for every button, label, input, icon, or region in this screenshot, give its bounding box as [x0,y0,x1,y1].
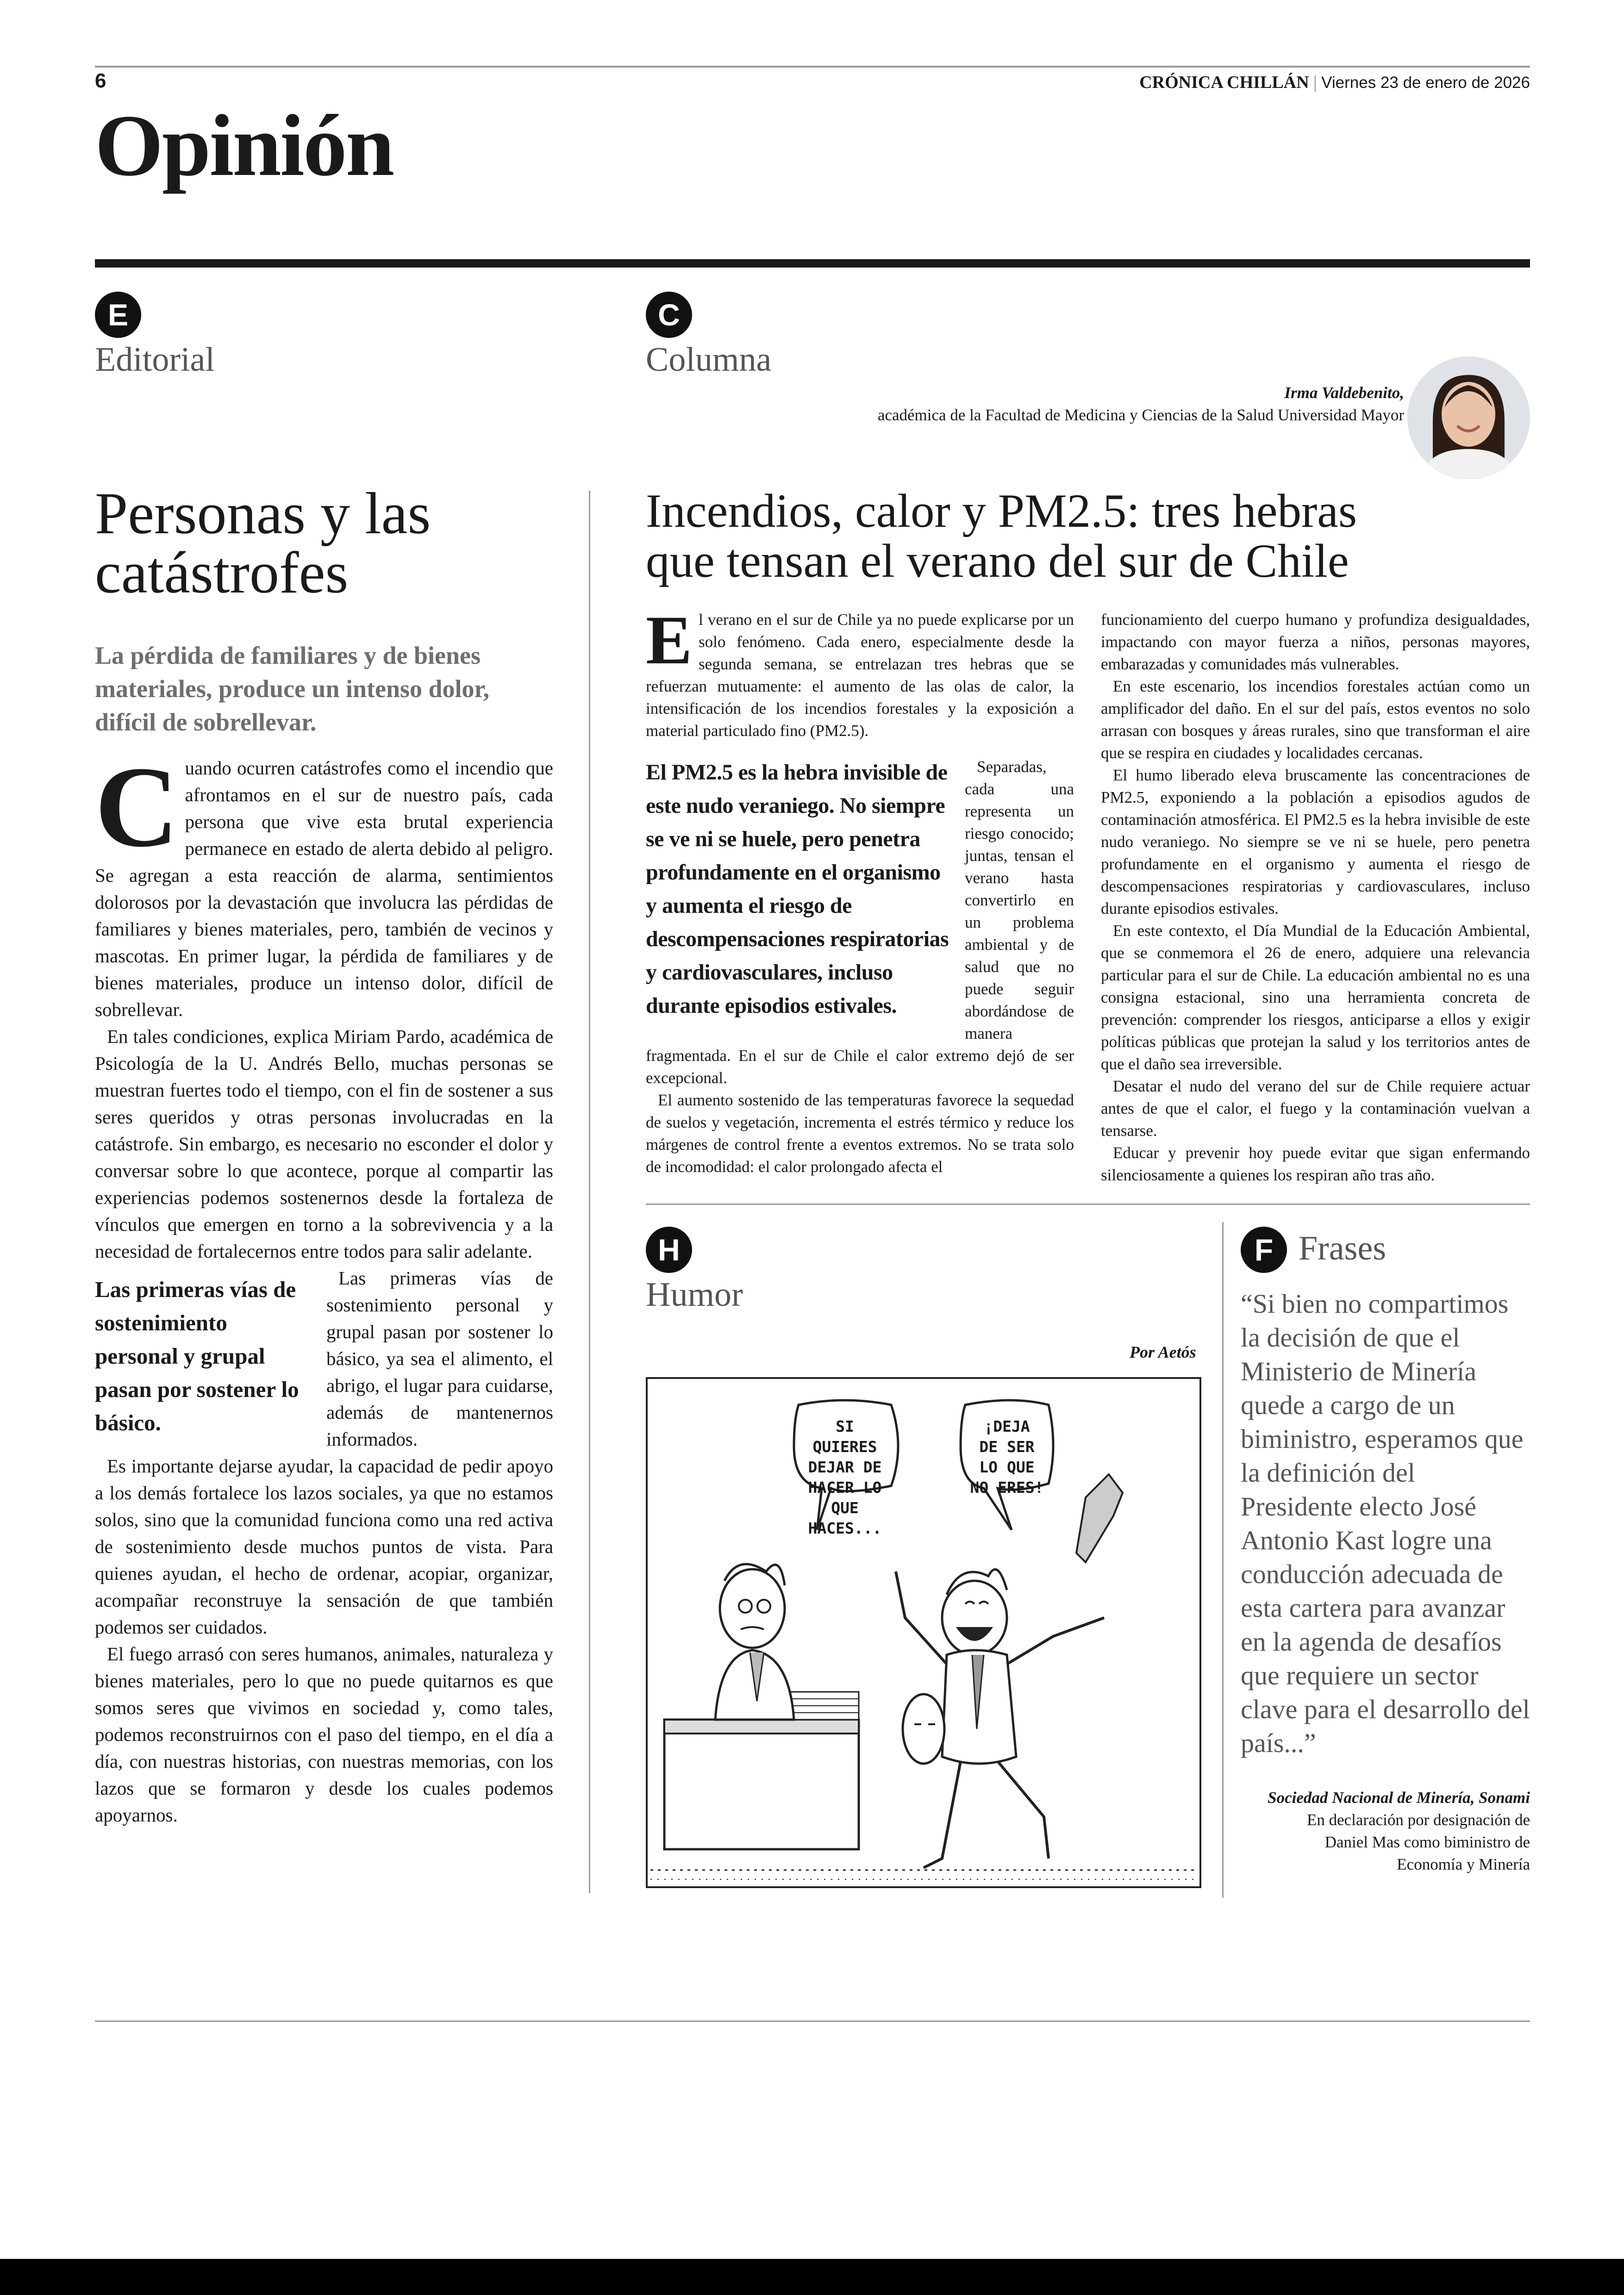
editorial-label: Editorial [95,341,215,379]
publication-name: CRÓNICA CHILLÁN [1139,73,1309,92]
editorial-paragraph: Es importante dejarse ayudar, la capacidad de pedir apoyo a los demás fortalece los lazos sociales, ya que no estamos solos, sino que la comunidad funciona como una red activa de sostenimiento desde muchos puntos de vista. Para quienes ayudan, el hecho de ordenar, acopiar, organizar, acompañar reconstruye la sensación de que también podemos ser cuidados. [95,1455,553,1638]
editorial-paragraph: El fuego arrasó con seres humanos, animales, naturaleza y bienes materiales, pero lo que no puede quitarnos es que somos seres que vivimos en sociedad y, como tales, podemos reconstruirnos con el paso del tiempo, en el día a día, con nuestras historias, con nuestras memorias, con los lazos que se formaron y desde los cuales podemos apoyarnos. [95,1643,553,1826]
frases-attribution [1238,1787,1530,1876]
footer-rule [95,2021,1530,2022]
bottom-bar [0,2259,1624,2295]
humor-label: Humor [646,1276,743,1314]
column-dropcap: E [646,609,693,679]
column-badge: C [646,292,692,338]
column-divider [589,491,590,1893]
author-title: académica de la Facultad de Medicina y Ciencias de la Salud Universidad Mayor [877,406,1404,424]
issue-date: Viernes 23 de enero de 2026 [1321,74,1530,92]
editorial-badge: E [95,292,141,338]
cartoon [646,1377,1201,1898]
speech-bubble-right: ¡DEJA DE SER LO QUE NO ERES! [970,1417,1044,1497]
editorial-paragraph: Las primeras vías de sostenimiento personal y grupal pasan por sostener lo básico, ya sea el alimento, el abrigo, el lugar para cuidarse, además de mantenernos informados. [326,1267,553,1450]
editorial-headline: Personas y las catástrofes [95,480,431,605]
column-paragraph: Separadas, cada una representa un riesgo conocido; juntas, tensan el verano hasta convertirlo en un problema ambiental y de salud que no puede seguir abordándose de manera fragmentada. En el sur de Chile el calor extremo dejó de ser excepcional. [646,758,1074,1087]
section-title: Opinión [95,97,394,194]
speech-bubble-left: SI QUIERES DEJAR DE HACER LO QUE HACES... [808,1417,882,1537]
column-col1 [646,609,1074,1183]
page-number: 6 [95,69,106,92]
cartoon-credit: Por Aetós [1130,1343,1196,1361]
frases-source: Sociedad Nacional de Minería, Sonami [1268,1789,1530,1807]
masthead-info: CRÓNICA CHILLÁN | Viernes 23 de enero de 2026 [1139,73,1530,92]
column-paragraph: El humo liberado eleva bruscamente las concentraciones de PM2.5, exponiendo a la población a episodios agudos de contaminación atmosférica. El PM2.5 es la hebra invisible de este nudo veraniego. No siempre se ve ni se huele, pero penetra profundamente en el organismo y aumenta el riesgo de descompensaciones respiratorias y cardiovasculares, incluso durante episodios estivales. [1101,766,1530,917]
column-pullquote: El PM2.5 es la hebra invisible de este nudo veraniego. No siempre se ve ni se huele, pero penetra profundamente en el organismo y aumenta el riesgo de descompensaciones respiratorias y cardiovasculares, incluso durante episodios estivales. [646,760,949,1018]
editorial-lead: La pérdida de familiares y de bienes materiales, produce un intenso dolor, difícil de sobrellevar. [95,642,490,736]
editorial-pullquote: Las primeras vías de sostenimiento personal y grupal pasan por sostener lo básico. [95,1277,299,1435]
column-paragraph: funcionamiento del cuerpo humano y profundiza desigualdades, impactando con mayor fuerza a niños, personas mayores, embarazadas y comunidades más vulnerables. [1101,611,1530,673]
column-paragraph: l verano en el sur de Chile ya no puede explicarse por un solo fenómeno. Cada enero, especialmente desde la segunda semana, se entrelazan tres hebras que se refuerzan mutuamente: el aumento de las olas de calor, la intensificación de los incendios forestales y la exposición a material particulado fino (PM2.5). [646,611,1074,740]
author-name: Irma Valdebenito, [1284,384,1404,402]
frases-quote: “Si bien no compartimos la decisión de que el Ministerio de Minería quede a cargo de un biministro, esperamos que la definición del Presidente electo José Antonio Kast logre una conducción adecuada de esta cartera para avanzar en la agenda de desafíos que requiere un sector clave para el desarrollo del país...” [1241,1289,1530,1758]
column-col2 [1101,609,1530,1194]
editorial-dropcap: C [95,755,179,871]
editorial-paragraph: En tales condiciones, explica Miriam Pardo, académica de Psicología de la U. Andrés Bello, muchas personas se muestran fuertes todo el tiempo, con el fin de sostener a sus seres queridos y otras personas involucradas en la catástrofe. Sin embargo, es necesario no esconder el dolor y conversar sobre lo que acontece, porque al compartir las experiencias podemos sostenernos desde la fortaleza de vínculos que emergen en torno a la sobrevivencia y a la necesidad de fortalecernos entre todos para salir adelante. [95,1026,553,1262]
author-info [872,382,1404,426]
editorial-paragraph: uando ocurren catástrofes como el incendio que afrontamos en el sur de nuestro país, cada persona que vive esta brutal experiencia permanece en estado de alerta debido al peligro. Se agregan a esta reacción de alarma, sentimientos dolorosos por la devastación que involucra las pérdidas de familiares y bienes materiales, pero, también de vecinos y mascotas. En primer lugar, la pérdida de familiares y de bienes materiales, produce un intenso dolor, difícil de sobrellevar. [95,757,553,1020]
cartoon-illustration [646,1377,1201,1898]
section-rule [95,259,1530,268]
column-paragraph: En este escenario, los incendios forestales actúan como un amplificador del daño. En el sur del país, estos eventos no solo arrasan con bosques y áreas rurales, sino que transforman el aire que se respira en ciudades y localidades cercanas. [1101,677,1530,762]
column-bottom-rule [646,1204,1530,1205]
frases-badge: F [1241,1227,1287,1273]
column-paragraph: En este contexto, el Día Mundial de la Educación Ambiental, que se conmemora el 26 de enero, adquiere una relevancia particular para el sur de Chile. La educación ambiental no es una consigna estacional, sino una herramienta concreta de prevención: comprender los riesgos, anticiparse a ellos y exigir políticas públicas que protejan la salud y los territorios antes de que el daño sea irreversible. [1101,922,1530,1073]
column-headline: Incendios, calor y PM2.5: tres hebras que tensan el verano del sur de Chile [646,485,1357,587]
frases-context: En declaración por designación de [1306,1811,1530,1829]
frases-context: Economía y Minería [1397,1855,1530,1873]
frases-context: Daniel Mas como biministro de [1324,1833,1530,1851]
author-portrait-icon [1407,356,1530,479]
author-photo [1407,356,1530,479]
frases-divider [1222,1222,1224,1898]
column-paragraph: Desatar el nudo del verano del sur de Chile requiere actuar antes de que el calor, el fuego y la contaminación vuelvan a tensarse. [1101,1077,1530,1140]
column-label: Columna [646,341,772,379]
column-paragraph: El aumento sostenido de las temperaturas favorece la sequedad de suelos y vegetación, incrementa el estrés térmico y reduce los márgenes de control frente a eventos extremos. No se trata solo de incomodidad: el calor prolongado afecta el [646,1091,1074,1176]
column-paragraph: Educar y prevenir hoy puede evitar que sigan enfermando silenciosamente a quienes los respiran año tras año. [1101,1144,1530,1184]
editorial-body [95,755,553,1902]
top-rule [95,66,1530,68]
frases-label: Frases [1299,1229,1387,1267]
humor-badge: H [646,1227,692,1273]
